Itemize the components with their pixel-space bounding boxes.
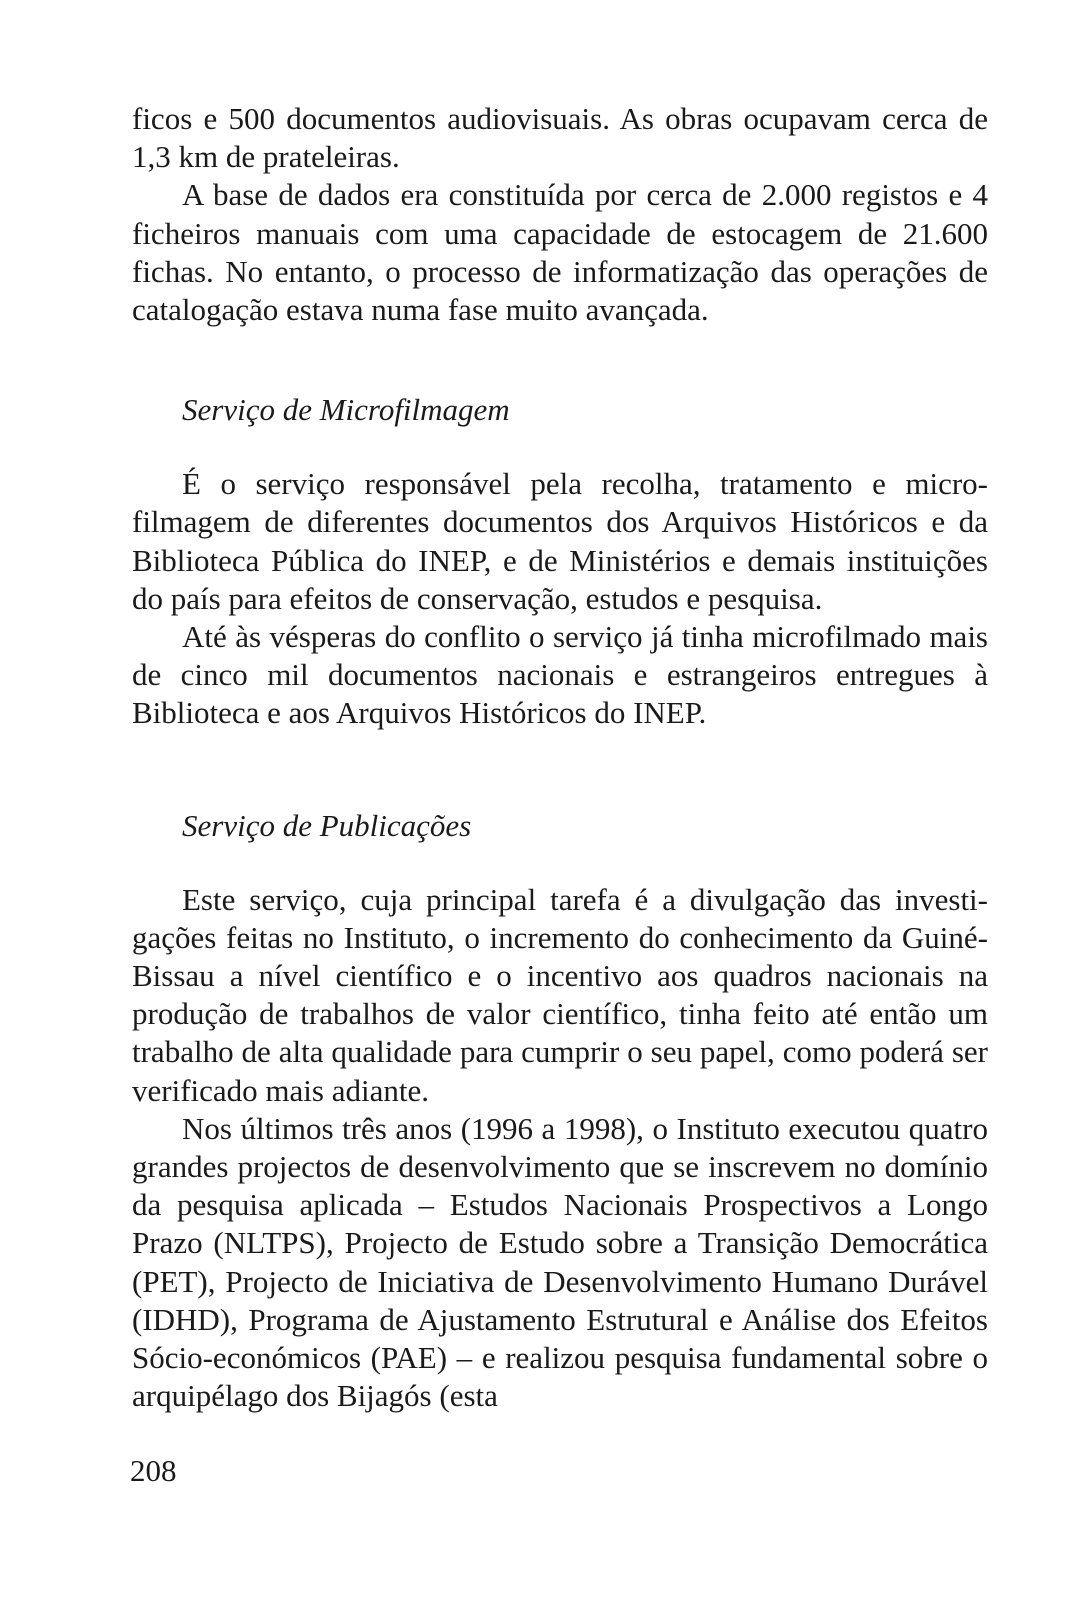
paragraph: A base de dados era constituída por cerca de 2.000 registos e 4 ficheiros manuais com uma capacidade de estocagem de 21.600 fichas. No entanto, o processo de informatização das operações de catalogação estava numa fase muito avançada. bbox=[132, 177, 988, 328]
paragraph: Até às vésperas do conflito o serviço já tinha microfilmado mais de cinco mil documentos nacionais e estrangeiros entregues à Biblioteca e aos Arquivos Históricos do INEP. bbox=[132, 619, 988, 731]
paragraph: É o serviço responsável pela recolha, tratamento e microfilmagem de diferentes documentos dos Arquivos Históricos e da Biblioteca Pública do INEP, e de Ministérios e demais instituições do país para efeitos de conservação, estudos e pesquisa. bbox=[132, 466, 988, 616]
paragraph: Nos últimos três anos (1996 a 1998), o Instituto executou quatro grandes projectos de desenvolvimento que se inscrevem no domínio da pesquisa aplicada – Estudos Nacionais Prospectivos a Longo Prazo (NLTPS), Projecto de Estudo sobre a Transição Democrática (PET), Projecto de Iniciativa de Desenvolvimento Humano Durável (IDHD), Programa de Ajustamento Estrutural e Análise dos Efeitos Sócio-económicos (PAE) – e realizou pesquisa fundamental sobre o arquipélago dos Bijagós (esta bbox=[132, 1110, 988, 1414]
page-number: 208 bbox=[130, 1453, 177, 1488]
page-body bbox=[132, 100, 988, 1415]
section-heading: Serviço de Publicações bbox=[182, 807, 472, 843]
section-heading: Serviço de Microfilmagem bbox=[182, 392, 510, 428]
paragraph: ficos e 500 documentos audiovisuais. As obras ocupavam cerca de 1,3 km de prateleiras. bbox=[132, 101, 988, 175]
paragraph: Este serviço, cuja principal tarefa é a divulgação das investigações feitas no Instituto, o incremento do conhecimento da Guiné-Bissau a nível científico e o incentivo aos quadros nacionais na produção de trabalhos de valor científico, tinha feito até então um trabalho de alta qualidade para cumprir o seu papel, como poderá ser verificado mais adiante. bbox=[132, 881, 988, 1108]
